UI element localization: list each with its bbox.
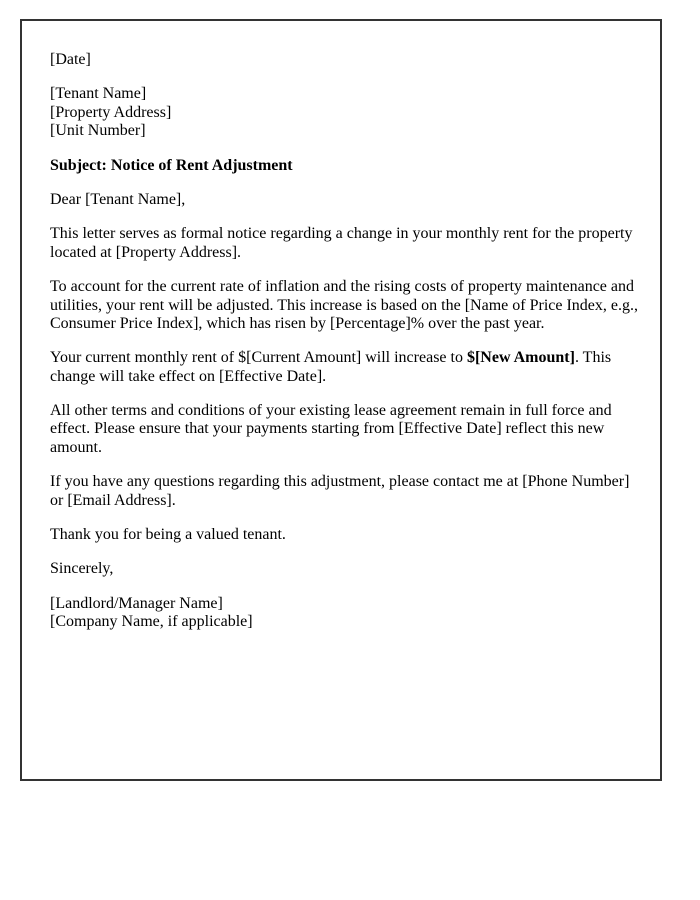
paragraph-terms-text: All other terms and conditions of your existing lease agreement remain in full force and effect. Please ensure that your payments starting from [Effective Date] reflect this new amount. [50, 402, 612, 456]
paragraph-terms [50, 402, 642, 457]
paragraph-questions-text: If you have any questions regarding this adjustment, please contact me at [Phone Number] or [Email Address]. [50, 473, 630, 509]
date-placeholder: [Date] [50, 51, 91, 68]
subject-text: Subject: Notice of Rent Adjustment [50, 156, 293, 174]
paragraph-inflation [50, 278, 642, 333]
paragraph-thanks [50, 526, 642, 544]
subject-line [50, 157, 642, 175]
paragraph-thanks-text: Thank you for being a valued tenant. [50, 526, 286, 544]
closing-line [50, 560, 642, 578]
paragraph-rent-change [50, 349, 642, 386]
date-line [50, 51, 642, 69]
signature-block [50, 595, 642, 632]
salutation-text: Dear [Tenant Name], [50, 190, 186, 208]
tenant-name: [Tenant Name] [50, 85, 147, 103]
paragraph-questions [50, 473, 642, 510]
paragraph-intro-text: This letter serves as formal notice regarding a change in your monthly rent for the property located at [Property Address]. [50, 225, 633, 261]
rent-change-before: Your current monthly rent of $[Current Amount] will increase to [50, 349, 467, 367]
recipient-block [50, 85, 642, 140]
property-address: [Property Address] [50, 103, 172, 121]
new-amount: $[New Amount] [466, 349, 575, 367]
paragraph-inflation-text: To account for the current rate of inflation and the rising costs of property maintenance and utilities, your rent will be adjusted. This increase is based on the [Name of Price Index, e.g., Consumer Price Index], which has risen by [Percentage]% over the past year. [50, 278, 638, 332]
paragraph-intro [50, 225, 642, 262]
closing-text: Sincerely, [50, 560, 114, 578]
company-name: [Company Name, if applicable] [50, 613, 253, 631]
unit-number: [Unit Number] [50, 122, 146, 140]
letter-page [20, 19, 662, 781]
landlord-name: [Landlord/Manager Name] [50, 594, 223, 612]
salutation [50, 191, 642, 209]
rent-change-after: . This change will take effect on [Effective Date]. [50, 349, 612, 385]
